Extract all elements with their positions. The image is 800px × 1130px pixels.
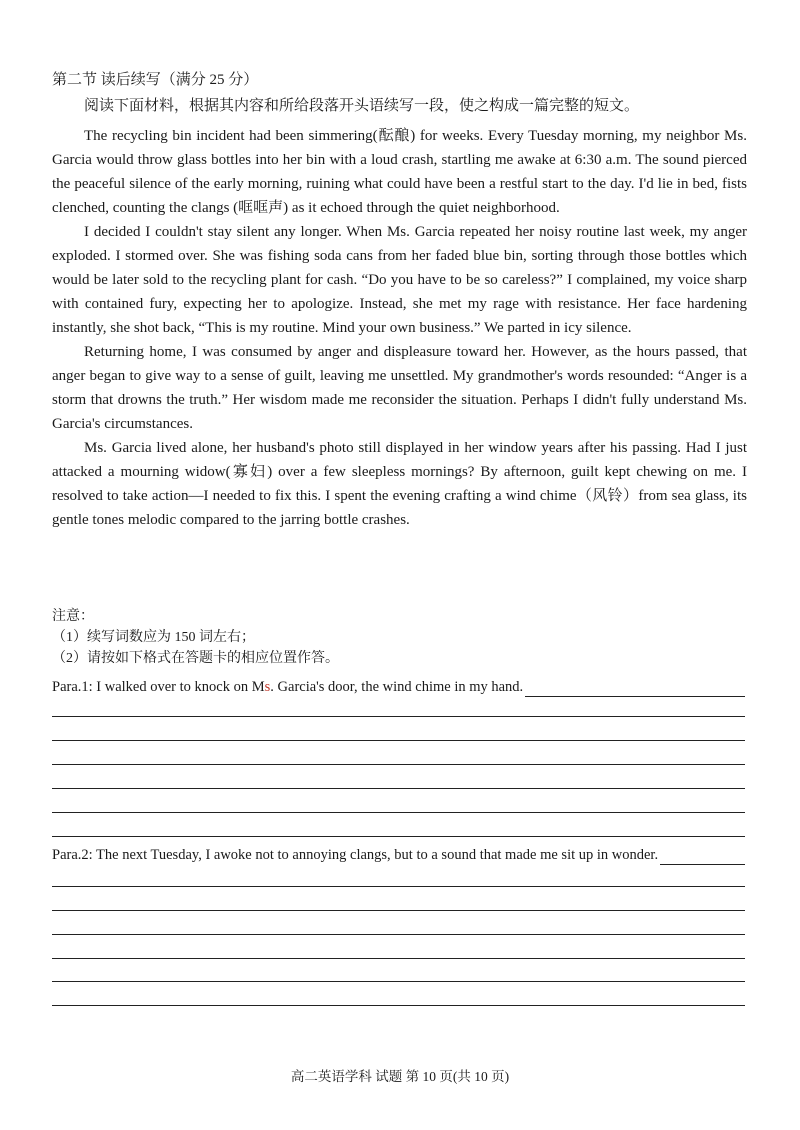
notes-heading: 注意： bbox=[52, 609, 94, 624]
para2-prompt bbox=[52, 845, 745, 865]
para1-label: Para.1: I walked over to knock on Ms. Garcia's door, the wind chime in my hand. bbox=[52, 679, 524, 695]
para1-writing-line[interactable] bbox=[52, 716, 745, 717]
passage-paragraph-4: Ms. Garcia lived alone, her husband's photo still displayed in her window years after his passing. Had I just attacked a mourning widow(寡妇) over a few sleepless mornings? By afternoon, guilt kept chewing on me. I resolved to take action—I needed to fix this. I spent the evening crafting a wind chime（风铃）from sea glass, its gentle tones melodic compared to the jarring bottle crashes. bbox=[52, 440, 747, 528]
para2-writing-line[interactable] bbox=[52, 981, 745, 982]
para1-writing-line[interactable] bbox=[52, 812, 745, 813]
note-item-1: （1）续写词数应为 150 词左右； bbox=[52, 630, 255, 645]
para1-first-line-blank[interactable] bbox=[525, 680, 745, 697]
page-footer: 高二英语学科 试题 第 10 页(共 10 页) bbox=[290, 1069, 510, 1084]
para2-writing-line[interactable] bbox=[52, 910, 745, 911]
para2-writing-line[interactable] bbox=[52, 958, 745, 959]
note-item-2: （2）请按如下格式在答题卡的相应位置作答。 bbox=[52, 651, 339, 666]
passage-paragraph-1: The recycling bin incident had been simmering(酝酿) for weeks. Every Tuesday morning, my neighbor Ms. Garcia would throw glass bottles into her bin with a loud crash, startling me awake at 6:30 a.m. The sound pierced the peaceful silence of the early morning, ruining what could have been a restful start to the day. I'd lie in bed, fists clenched, counting the clangs (哐哐声) as it echoed through the quiet neighborhood. bbox=[52, 128, 747, 216]
para2-writing-line[interactable] bbox=[52, 886, 745, 887]
para1-writing-line[interactable] bbox=[52, 788, 745, 789]
para1-writing-line[interactable] bbox=[52, 764, 745, 765]
para2-writing-line[interactable] bbox=[52, 934, 745, 935]
section-instruction: 阅读下面材料，根据其内容和所给段落开头语续写一段，使之构成一篇完整的短文。 bbox=[84, 98, 640, 114]
section-title: 第二节 读后续写（满分 25 分） bbox=[52, 72, 259, 88]
passage-paragraph-2: I decided I couldn't stay silent any longer. When Ms. Garcia repeated her noisy routine last week, my anger exploded. I stormed over. She was fishing soda cans from her faded blue bin, sorting through those bottles which would be later sold to the recycling plant for cash. “Do you have to be so careless?” I complained, my voice sharp with contained fury, expecting her to apologize. Instead, she met my rage with resistance. Her face hardening instantly, she shot back, “This is my routine. Mind your own business.” We parted in icy silence. bbox=[52, 224, 747, 336]
para1-writing-line[interactable] bbox=[52, 836, 745, 837]
para1-prompt bbox=[52, 677, 745, 697]
para2-label: Para.2: The next Tuesday, I awoke not to annoying clangs, but to a sound that made me sit up in wonder. bbox=[52, 847, 659, 863]
para2-writing-line[interactable] bbox=[52, 1005, 745, 1006]
passage-paragraph-3: Returning home, I was consumed by anger and displeasure toward her. However, as the hours passed, that anger began to give way to a sense of guilt, leaving me unsettled. My grandmother's words resounded: “Anger is a storm that drowns the truth.” Her wisdom made me reconsider the situation. Perhaps I didn't fully understand Ms. Garcia's circumstances. bbox=[52, 344, 747, 432]
notes-block bbox=[52, 606, 339, 669]
reading-passage bbox=[52, 124, 747, 532]
para2-first-line-blank[interactable] bbox=[660, 848, 745, 865]
para1-writing-line[interactable] bbox=[52, 740, 745, 741]
